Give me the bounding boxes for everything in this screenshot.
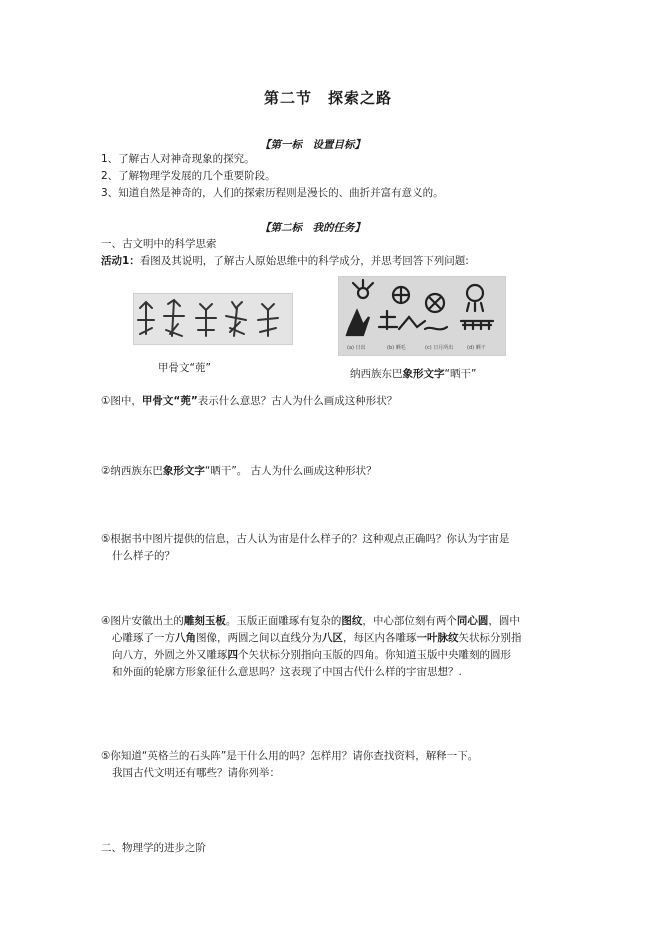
q4-l3-c: 个矢状标分别指向玉版的四角。你知道玉版中央雕刻的圆形 [238, 649, 511, 661]
q4-l3-a: 向八方，外圆之外又雕琢 [112, 649, 228, 661]
caption-dongba [350, 366, 476, 382]
q4-l1-g: ，圆中 [488, 615, 520, 627]
caption-oracle: 甲骨文“蔸” [158, 362, 211, 374]
caption-dongba-pre: 纳西族东巴 [350, 368, 403, 380]
q4-l2-e: ，每区内各雕琢 [343, 632, 417, 644]
q4-l1-b: 雕刻玉板 [183, 615, 226, 627]
question-1 [101, 393, 397, 409]
q4-l2-c: 图像，两圆之间以直线分为 [196, 632, 322, 644]
q4-l2-f: 一叶脉纹 [416, 632, 459, 644]
oracle-bone-image [133, 293, 293, 345]
question-4-line3 [112, 647, 511, 663]
photo-label-a: (a) 日出 [347, 345, 366, 351]
q2-bold: 象形文字 [162, 465, 205, 477]
oracle-bone-glyphs [134, 294, 292, 344]
caption-dongba-post: “晒干” [444, 368, 477, 380]
q4-l1-d: 图纹 [341, 615, 363, 627]
caption-dongba-bold: 象形文字 [402, 368, 445, 380]
photo-label-b: (b) 晒毛 [387, 345, 406, 351]
photo-label-c: (c) 日月所出 [425, 345, 454, 351]
activity-text: 看图及其说明，了解古人原始思维中的科学成分，并思考回答下列问题: [139, 255, 469, 267]
activity-label: 活动1： [101, 255, 140, 267]
q1-post: 表示什么意思？古人为什么画成这种形状？ [197, 395, 398, 407]
page-title: 第二节 探索之路 [264, 89, 393, 107]
part2-heading: 二、物理学的进步之阶 [101, 842, 206, 854]
question-5-line2: 我国古代文明还有哪些？请你列举： [112, 767, 280, 779]
dongba-glyphs [339, 277, 505, 355]
q4-l2-b: 八角 [175, 632, 196, 644]
question-3-line1: ⑤根据书中图片提供的信息，古人认为宙是什么样子的？这种观点正确吗？你认为宇宙是 [101, 533, 510, 545]
q2-pre: ②纳西族东巴 [101, 465, 163, 477]
q4-l1-c: 。玉版正面雕琢有复杂的 [225, 615, 342, 627]
question-2 [101, 463, 377, 479]
photo-label-d: (d) 晒干 [467, 345, 486, 351]
q4-l2-a: 心雕琢了一方 [112, 632, 175, 644]
goal-3: 3、知道自然是神奇的，人们的探索历程则是漫长的、曲折并富有意义的。 [101, 187, 444, 199]
q1-pre: ①图中， [101, 395, 142, 407]
q4-l2-d: 八区 [322, 632, 343, 644]
q4-l1-a: ④图片安徽出土的 [101, 615, 184, 627]
q1-bold: 甲骨文“蔸” [141, 395, 198, 407]
activity-1 [101, 253, 469, 269]
question-5-line1: ⑤你知道“英格兰的石头阵”是干什么用的吗？怎样用？请你查找资料，解释一下。 [101, 750, 479, 762]
dongba-script-image [338, 276, 506, 356]
question-3-line2: 什么样子的？ [112, 550, 175, 562]
part1-heading: 一、古文明中的科学思索 [101, 238, 217, 250]
question-4-line4: 和外面的轮廓方形象征什么意思吗？这表现了中国古代什么样的宇宙思想？. [112, 666, 462, 678]
section1-heading: 【第一标 设置目标】 [260, 139, 365, 151]
question-4-line1 [101, 613, 520, 629]
q4-l1-f: 同心圆 [456, 615, 489, 627]
goal-2: 2、了解物理学发展的几个重要阶段。 [101, 170, 276, 182]
question-4-line2 [112, 630, 522, 646]
goal-1: 1、了解古人对神奇现象的探究。 [101, 153, 255, 165]
section2-heading: 【第二标 我的任务】 [260, 222, 365, 234]
q4-l1-e: ，中心部位刻有两个 [362, 615, 457, 627]
q2-post: “晒干”。 古人为什么画成这种形状？ [204, 465, 377, 477]
q4-l2-g: 矢状标分别指 [458, 632, 522, 644]
q4-l3-b: 四 [227, 649, 238, 661]
